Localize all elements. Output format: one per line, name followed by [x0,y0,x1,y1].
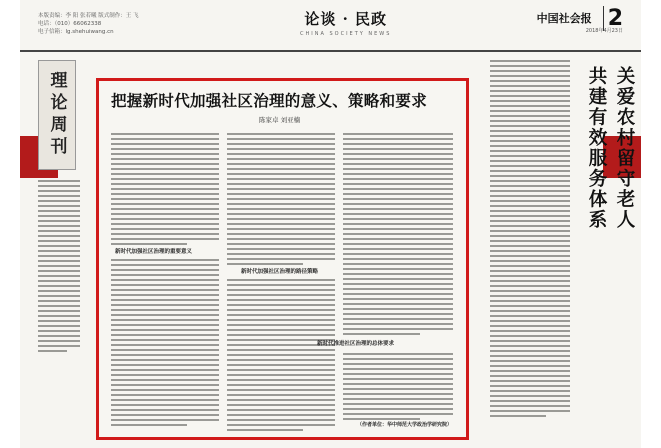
right-article-text [490,60,570,420]
column-label [38,60,76,170]
subhead-2: 新时代加强社区治理的路径策略 [241,269,319,275]
column-label-text: 理论周刊 [46,71,67,159]
article-column-2b [227,279,335,434]
article-column-3b [343,353,453,423]
page-header [20,0,641,52]
header-info-line: 电话：（010）66062338 [38,21,102,27]
header-info-line: 电子信箱：lg.shehuiwang.cn [38,29,114,35]
subhead-3: 新时代推进社区治理的总体要求 [317,341,395,347]
masthead [537,6,623,34]
article-column-3 [343,133,453,338]
subhead-1: 新时代加强社区治理的重要意义 [115,249,193,255]
section-heading [300,8,391,37]
section-title: 论谈 · 民政 [304,10,388,28]
issue-date: 2018年4月23日 [585,28,623,34]
article-column-1b [111,259,219,429]
headline-line-1: 关爱农村留守老人 [614,66,635,230]
page-number: 2 [603,6,623,31]
highlighted-article[interactable] [96,78,469,440]
article-column-1 [111,133,219,248]
article-column-2 [227,133,335,268]
newspaper-page [20,0,641,448]
headline-line-2: 共建有效服务体系 [586,66,607,230]
left-strip-text [38,180,80,355]
section-subtitle: CHINA SOCIETY NEWS [300,31,392,37]
header-info-line: 本版责编：李 阳 张若曦 版式制作：王 飞 [38,13,139,19]
paper-name: 中国社会报 [536,12,592,25]
article-author: 陈家卓 刘亚楠 [259,116,301,124]
right-article-headline[interactable] [582,66,638,230]
author-affiliation: （作者单位：华中师范大学政治学研究院） [357,422,453,428]
article-title: 把握新时代加强社区治理的意义、策略和要求 [111,91,428,110]
header-info [38,12,139,36]
